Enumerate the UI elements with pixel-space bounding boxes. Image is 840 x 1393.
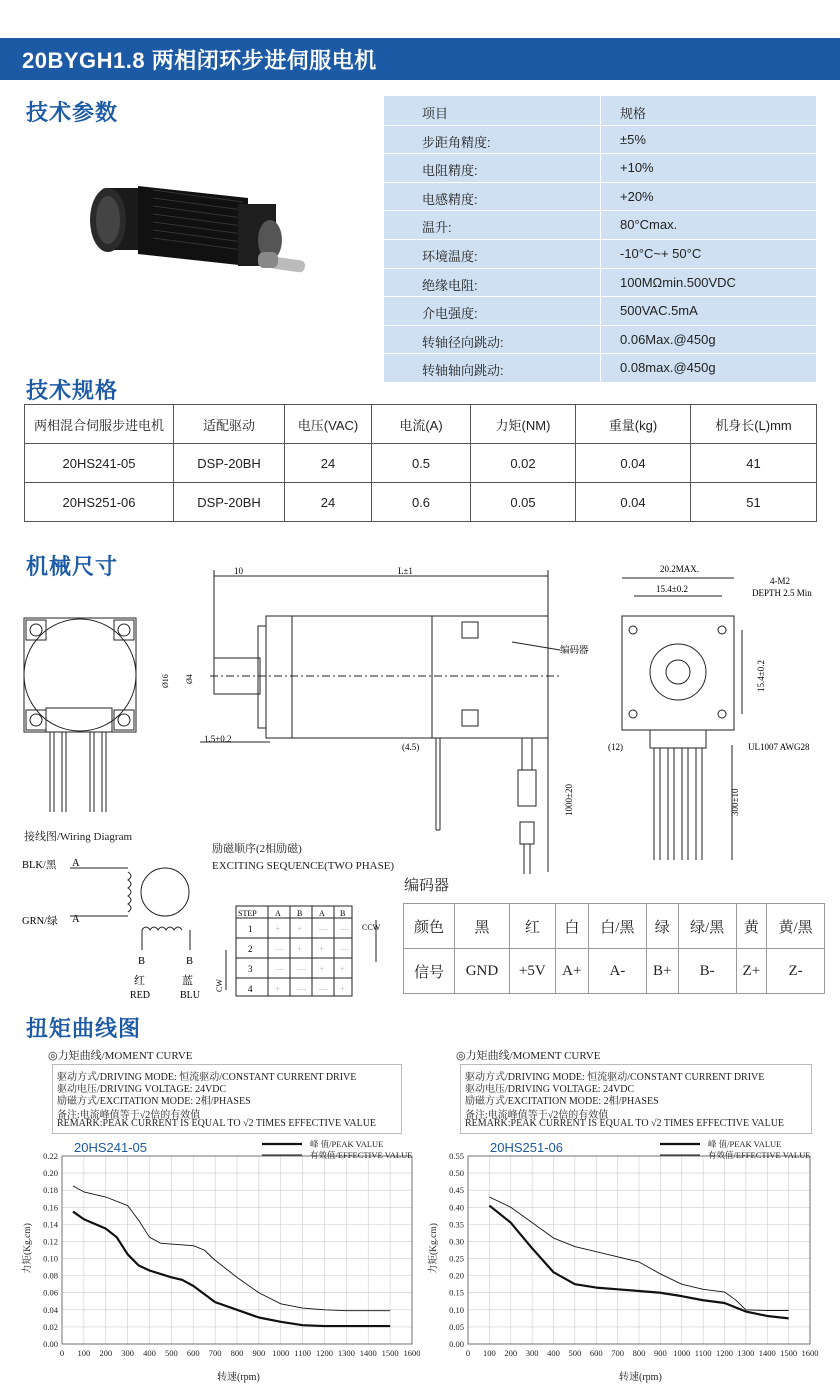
param-value: 80°Cmax.: [620, 217, 678, 233]
note-line: 驱动电压/DRIVING VOLTAGE: 24VDC: [465, 1084, 635, 1095]
spec-cell: 20HS251-06: [25, 483, 174, 522]
note-line: 备注:电流峰值等于√2倍的有效值: [465, 1110, 609, 1121]
param-row: [384, 125, 816, 155]
note-line: 励磁方式/EXCITATION MODE: 2相/PHASES: [57, 1096, 251, 1107]
param-value: 500VAC.5mA: [620, 303, 698, 319]
y-tick-label: 0.10: [449, 1304, 464, 1315]
svg-text:+: +: [297, 944, 303, 954]
x-tick-label: 1200: [316, 1348, 333, 1358]
enc-cell: B-: [678, 949, 736, 994]
svg-text:—: —: [319, 984, 328, 994]
spec-cell: 51: [691, 483, 817, 522]
x-tick-label: 500: [568, 1348, 582, 1358]
param-row: [384, 296, 816, 326]
step-num: 2: [248, 944, 253, 954]
cw-label: CW: [215, 979, 224, 992]
dim-154-v: 15.4±0.2: [756, 660, 766, 692]
spec-header-cell: 力矩(NM): [471, 405, 576, 444]
dim-10: 10: [234, 566, 243, 576]
x-tick-label: 900: [252, 1348, 266, 1358]
x-tick-label: 400: [143, 1348, 156, 1358]
y-tick-label: 0.14: [43, 1219, 58, 1230]
param-key: 转轴径向跳动:: [422, 334, 504, 350]
param-header-row: [384, 96, 816, 126]
x-tick-label: 1000: [272, 1348, 290, 1358]
x-tick-label: 1500: [381, 1348, 399, 1358]
x-axis-label: 转速(rpm): [217, 1372, 260, 1383]
b-label: B: [138, 956, 146, 967]
y-tick-label: 0.25: [449, 1253, 464, 1264]
blu-cn: 蓝: [182, 975, 193, 987]
chart-title-right: 20HS251-06: [490, 1140, 563, 1155]
x-tick-label: 0: [59, 1348, 65, 1358]
x-tick-label: 500: [165, 1348, 178, 1358]
y-tick-label: 0.00: [449, 1339, 464, 1349]
enc-cell: GND: [454, 949, 509, 994]
x-tick-label: 700: [611, 1348, 624, 1358]
x-tick-label: 600: [589, 1348, 603, 1358]
svg-text:+: +: [319, 964, 325, 974]
enc-cell: 白: [555, 904, 588, 949]
x-tick-label: 200: [504, 1348, 518, 1358]
param-row: [384, 210, 816, 240]
x-tick-label: 1200: [716, 1348, 733, 1358]
note-line: 备注:电流峰值等于√2倍的有效值: [57, 1110, 201, 1121]
param-row: [384, 325, 816, 355]
spec-header-cell: 两相混合伺服步进电机: [25, 405, 174, 444]
encoder-body: [432, 616, 548, 738]
enc-cell: +5V: [509, 949, 555, 994]
y-tick-label: 0.45: [449, 1185, 464, 1196]
x-tick-label: 600: [186, 1348, 200, 1358]
y-axis-label: 力矩(Kg.cm): [429, 1223, 439, 1274]
a-bar-label: A: [72, 914, 80, 925]
wiring-diagram: [0, 850, 400, 1005]
dim-20max: 20.2MAX.: [660, 564, 700, 574]
x-tick-label: 300: [121, 1348, 134, 1358]
encoder-callout: 编码器: [560, 646, 589, 656]
y-tick-label: 0.22: [43, 1151, 58, 1161]
enc-cell: A+: [555, 949, 588, 994]
y-tick-label: 0.20: [43, 1168, 58, 1179]
dim-1000: 1000±20: [564, 784, 574, 816]
note-line: 驱动方式/DRIVING MODE: 恒流驱动/CONSTANT CURRENT DRIVE: [57, 1072, 357, 1083]
spec-table: [24, 404, 817, 522]
step-num: 4: [248, 984, 253, 994]
ccw-label: CCW: [362, 923, 381, 932]
param-key: 环境温度:: [422, 249, 478, 264]
dim-phi16: Ø16: [161, 674, 170, 688]
y-tick-label: 0.50: [449, 1168, 464, 1179]
section-title-tech-params: 技术参数: [26, 100, 119, 125]
note-line: 励磁方式/EXCITATION MODE: 2相/PHASES: [465, 1096, 659, 1107]
x-axis-label: 转速(rpm): [619, 1372, 662, 1383]
x-tick-label: 1600: [403, 1348, 420, 1358]
y-tick-label: 0.40: [449, 1202, 464, 1213]
enc-cell: A-: [589, 949, 647, 994]
section-title-tech-specs: 技术规格: [26, 378, 119, 403]
param-key: 绝缘电阻:: [422, 277, 478, 293]
spec-cell: 0.04: [576, 483, 691, 522]
step-header: B: [340, 909, 346, 918]
svg-text:+: +: [340, 984, 346, 994]
wiring-label: 接线图/Wiring Diagram: [24, 831, 133, 843]
y-tick-label: 0.02: [43, 1321, 58, 1332]
x-tick-label: 1400: [359, 1348, 377, 1358]
blk-label: BLK/黑: [22, 860, 57, 871]
x-tick-label: 1300: [337, 1348, 355, 1358]
y-tick-label: 0.20: [449, 1270, 464, 1281]
encoder-title: 编码器: [404, 877, 450, 894]
enc-cell: 红: [509, 904, 555, 949]
svg-text:—: —: [275, 944, 284, 954]
spec-cell: 0.04: [576, 444, 691, 483]
table-row: [404, 949, 825, 994]
spec-header-cell: 适配驱动: [174, 405, 285, 444]
ul-label: UL1007 AWG28: [748, 742, 810, 752]
encoder-table: [403, 903, 825, 994]
curve-note-box-left: [52, 1064, 402, 1134]
exciting-cn: 励磁顺序(2相励磁): [212, 843, 302, 855]
exciting-en: EXCITING SEQUENCE(TWO PHASE): [212, 860, 395, 872]
note-line: 驱动方式/DRIVING MODE: 恒流驱动/CONSTANT CURRENT DRIVE: [465, 1072, 765, 1083]
spec-header-cell: 电压(VAC): [285, 405, 372, 444]
x-tick-label: 1400: [758, 1348, 776, 1358]
x-tick-label: 1500: [780, 1348, 798, 1358]
y-tick-label: 0.04: [43, 1304, 58, 1315]
enc-cell: 黑: [454, 904, 509, 949]
y-tick-label: 0.15: [449, 1287, 464, 1298]
spec-header-row: [25, 405, 817, 444]
y-axis-label: 力矩(Kg.cm): [23, 1223, 33, 1274]
section-title-mech-dims: 机械尺寸: [26, 554, 119, 579]
chart-title-left: 20HS241-05: [74, 1140, 147, 1155]
spec-cell: 0.02: [471, 444, 576, 483]
x-tick-label: 1100: [294, 1348, 311, 1358]
enc-cell: 颜色: [404, 904, 455, 949]
svg-text:+: +: [340, 964, 346, 974]
enc-cell: 绿: [646, 904, 678, 949]
table-row: [25, 483, 817, 522]
param-key: 温升:: [422, 220, 452, 236]
x-tick-label: 200: [99, 1348, 113, 1358]
dim-300: 300±10: [730, 788, 740, 816]
svg-text:—: —: [340, 924, 349, 934]
y-tick-label: 0.05: [449, 1321, 464, 1332]
y-tick-label: 0.00: [43, 1339, 58, 1349]
note-line: REMARK:PEAK CURRENT IS EQUAL TO √2 TIMES EFFECTIVE VALUE: [57, 1118, 377, 1129]
y-tick-label: 0.35: [449, 1219, 464, 1230]
legend-label: 有效值/EFFECTIVE VALUE: [708, 1150, 811, 1160]
x-tick-label: 300: [525, 1348, 539, 1358]
step-num: 3: [248, 964, 253, 974]
section-title-torque-curve: 扭矩曲线图: [26, 1016, 142, 1041]
param-key: 转轴轴向跳动:: [422, 363, 504, 379]
y-tick-label: 0.30: [449, 1236, 464, 1247]
enc-cell: 黄: [736, 904, 767, 949]
svg-text:—: —: [297, 984, 306, 994]
spec-cell: 0.5: [372, 444, 471, 483]
x-tick-label: 1300: [737, 1348, 755, 1358]
param-key: 步距角精度:: [422, 134, 491, 150]
param-value: -10°C~+ 50°C: [620, 246, 702, 261]
spec-cell: 24: [285, 483, 372, 522]
x-tick-label: 0: [465, 1348, 471, 1358]
dim-154: 15.4±0.2: [656, 584, 688, 594]
y-tick-label: 0.55: [449, 1151, 464, 1161]
table-row: [404, 904, 825, 949]
blu-en: BLU: [180, 990, 200, 1001]
depth-label: DEPTH 2.5 Min: [752, 588, 812, 598]
param-key: 介电强度:: [422, 306, 478, 322]
svg-text:—: —: [319, 924, 328, 934]
param-header-spec: 规格: [620, 106, 647, 121]
curve-heading-right: ◎力矩曲线/MOMENT CURVE: [456, 1050, 601, 1062]
x-tick-label: 900: [654, 1348, 667, 1358]
torque-chart-20hs241: [0, 1130, 420, 1392]
dim-45: (4.5): [402, 742, 420, 752]
y-tick-label: 0.08: [43, 1270, 58, 1281]
curve-heading-left: ◎力矩曲线/MOMENT CURVE: [48, 1050, 193, 1062]
svg-text:+: +: [275, 924, 281, 934]
param-value: 0.06Max.@450g: [620, 331, 716, 347]
x-tick-label: 1000: [673, 1348, 691, 1358]
svg-text:+: +: [297, 924, 303, 934]
param-header-item: 项目: [422, 106, 449, 121]
spec-cell: 24: [285, 444, 372, 483]
grn-label: GRN/绿: [22, 916, 58, 927]
a-label: A: [72, 858, 80, 869]
param-row: [384, 268, 816, 298]
enc-cell: Z+: [736, 949, 767, 994]
motor-photo: [78, 178, 312, 278]
svg-text:+: +: [275, 984, 281, 994]
front-view-circle: [24, 619, 136, 731]
enc-cell: Z-: [767, 949, 825, 994]
legend-label: 峰 值/PEAK VALUE: [310, 1139, 384, 1149]
param-row: [384, 182, 816, 212]
dim-l: L±1: [398, 566, 413, 576]
y-tick-label: 0.16: [43, 1202, 58, 1213]
m2-label: 4-M2: [770, 576, 790, 586]
x-tick-label: 1600: [801, 1348, 819, 1358]
step-header: B: [297, 909, 303, 918]
param-row: [384, 353, 816, 382]
param-key: 电感精度:: [422, 191, 478, 207]
red-cn: 红: [134, 975, 145, 987]
dim-15: 1.5±0.2: [204, 734, 232, 744]
step-header: A: [319, 909, 325, 918]
spec-cell: 0.05: [471, 483, 576, 522]
enc-cell: 绿/黑: [678, 904, 736, 949]
enc-cell: 黄/黑: [767, 904, 825, 949]
enc-cell: 信号: [404, 949, 455, 994]
spec-cell: 41: [691, 444, 817, 483]
b-bar-label: B: [186, 956, 194, 967]
step-header: STEP: [238, 909, 257, 918]
param-row: [384, 153, 816, 183]
series-line: [73, 1186, 390, 1311]
param-row: [384, 239, 816, 269]
x-tick-label: 800: [632, 1348, 646, 1358]
page-title: 20BYGH1.8 两相闭环步进伺服电机: [22, 48, 377, 73]
param-value: ±5%: [620, 131, 646, 147]
x-tick-label: 800: [230, 1348, 244, 1358]
svg-text:—: —: [340, 944, 349, 954]
y-tick-label: 0.10: [43, 1253, 58, 1264]
note-line: REMARK:PEAK CURRENT IS EQUAL TO √2 TIMES EFFECTIVE VALUE: [465, 1118, 785, 1129]
red-en: RED: [130, 990, 150, 1001]
svg-text:+: +: [319, 944, 325, 954]
x-tick-label: 100: [483, 1348, 496, 1358]
y-tick-label: 0.06: [43, 1287, 58, 1298]
spec-header-cell: 重量(kg): [576, 405, 691, 444]
spec-cell: 20HS241-05: [25, 444, 174, 483]
legend-label: 峰 值/PEAK VALUE: [708, 1139, 782, 1149]
x-tick-label: 700: [208, 1348, 222, 1358]
param-value: 0.08max.@450g: [620, 360, 716, 376]
x-tick-label: 400: [547, 1348, 560, 1358]
y-tick-label: 0.18: [43, 1185, 58, 1196]
y-tick-label: 0.12: [43, 1236, 58, 1247]
dim-12: (12): [608, 742, 623, 752]
spec-cell: DSP-20BH: [174, 444, 285, 483]
enc-cell: 白/黑: [589, 904, 647, 949]
table-row: [25, 444, 817, 483]
param-value: 100MΩmin.500VDC: [620, 274, 736, 290]
legend-label: 有效值/EFFECTIVE VALUE: [310, 1150, 413, 1160]
param-table: [384, 96, 816, 382]
svg-text:—: —: [297, 964, 306, 974]
svg-text:—: —: [275, 964, 284, 974]
x-tick-label: 100: [77, 1348, 91, 1358]
rear-view-outline: [622, 616, 734, 730]
curve-note-box-right: [460, 1064, 812, 1134]
motor-body: [266, 616, 432, 738]
note-line: 驱动电压/DRIVING VOLTAGE: 24VDC: [57, 1084, 227, 1095]
spec-cell: DSP-20BH: [174, 483, 285, 522]
enc-cell: B+: [646, 949, 678, 994]
param-value: +10%: [620, 160, 654, 176]
x-tick-label: 1100: [694, 1348, 712, 1358]
series-line: [73, 1212, 390, 1327]
dim-phi4: Ø4: [185, 674, 194, 684]
step-header: A: [275, 909, 281, 918]
param-value: +20%: [620, 188, 654, 204]
spec-header-cell: 电流(A): [372, 405, 471, 444]
step-num: 1: [248, 924, 253, 934]
param-key: 电阻精度:: [422, 163, 478, 179]
torque-chart-20hs251: [420, 1130, 840, 1392]
spec-cell: 0.6: [372, 483, 471, 522]
spec-header-cell: 机身长(L)mm: [691, 405, 817, 444]
